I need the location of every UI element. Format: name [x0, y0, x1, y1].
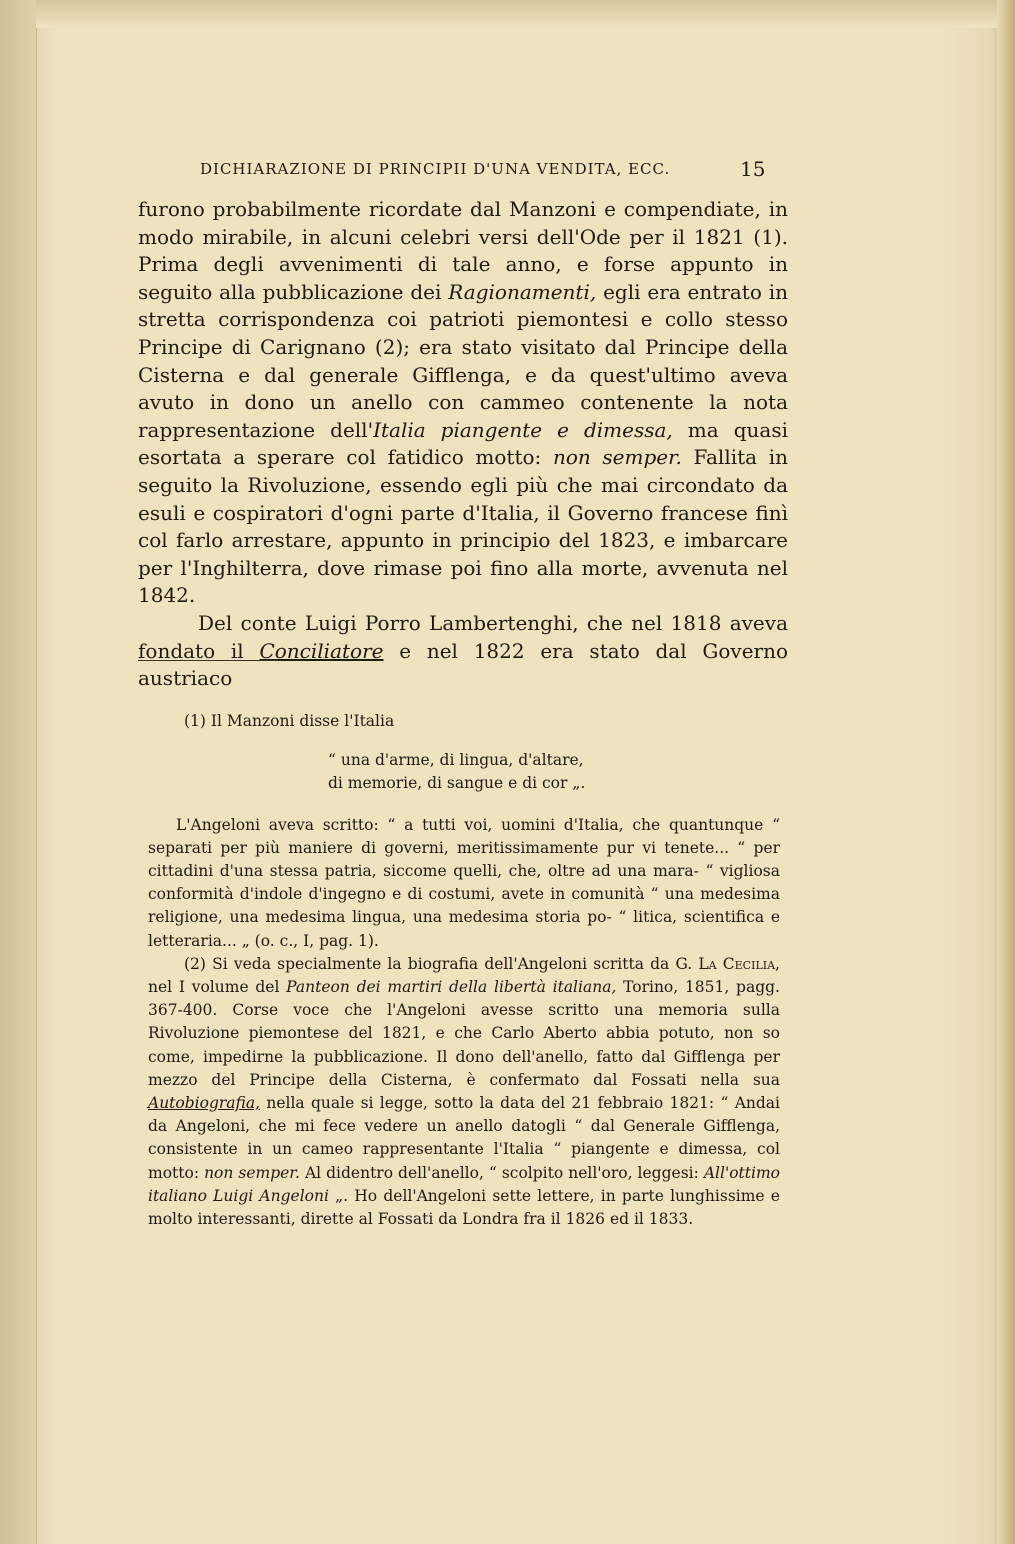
paragraph-1: furono probabilmente ricordate dal Manzoni e compendiate, in modo mirabile, in alcuni celebri versi dell'Ode per il 1821 (1). Prima degli avvenimenti di tale anno, e forse appunto in seguito alla pubblicazione dei Ragionamenti, egli era entrato in stretta corrispondenza coi patrioti piemontesi e collo stesso Principe di Carignano (2); era stato visitato dal Principe della Cisterna e dal generale Gifflenga, e da quest'ultimo aveva avuto in dono un anello con cammeo contenente la nota rappresentazione dell'Italia piangente e dimessa, ma quasi esortata a sperare col fatidico motto: non semper. Fallita in seguito la Rivoluzione, essendo egli più che mai circondato da esuli e cospiratori d'ogni parte d'Italia, il Governo francese finì col farlo arrestare, appunto in principio del 1823, e imbarcare per l'Inghilterra, dove rimase poi fino alla morte, avvenuta nel 1842.: [138, 197, 789, 608]
motto-non-semper-2: non semper.: [204, 1163, 300, 1182]
verse-line-2: di memorie, di sangue e di cor „.: [328, 774, 586, 793]
title-conciliatore: Conciliatore: [259, 638, 384, 663]
footnote-2: (2) Si veda specialmente la biografia dell'Angeloni scritta da G. La Cecilia, nel I volume del Panteon dei martiri della libertà italiana, Torino, 1851, pagg. 367-400. Corse voce che l'Angeloni avesse scritto una memoria sulla Rivoluzione piemontese del 1821, e che Carlo Aberto abbia potuto, non so come, impedirne la pubblicazione. Il dono dell'anello, fatto dal Gifflenga per mezzo del Principe della Cisterna, è confermato dal Fossati nella sua Autobiografia, nella quale si legge, sotto la data del 21 febbraio 1821: “ Andai da Angeloni, che mi fece vedere un anello datogli “ dal Generale Gifflenga, consistente in un cameo rappresentante l'Italia “ piangente e dimessa, col motto: non semper. Al didentro dell'anello, “ scolpito nell'oro, leggesi: All'ottimo italiano Luigi Angeloni „. Ho dell'Angeloni sette lettere, in parte lunghissime e molto interessanti, dirette al Fossati da Londra fra il 1826 ed il 1833.: [148, 954, 781, 1229]
footnote-1-verse: [328, 749, 780, 795]
inscription: All'ottimo italiano Luigi Angeloni: [148, 1163, 781, 1205]
title-autobiografia: Autobiografia,: [148, 1094, 261, 1113]
title-ragionamenti: Ragionamenti,: [448, 279, 597, 304]
phrase-italia-piangente: Italia piangente e dimessa,: [373, 417, 673, 442]
running-header: DICHIARAZIONE DI PRINCIPII D'UNA VENDITA, ECC.: [200, 160, 671, 178]
title-panteon: Panteon dei martiri della libertà italiana,: [286, 978, 617, 997]
paragraph-2: Del conte Luigi Porro Lambertenghi, che nel 1818 aveva fondato il Conciliatore e nel 1822 era stato dal Governo austriaco: [138, 610, 789, 691]
motto-non-semper: non semper.: [552, 445, 682, 470]
footnote-separator: [138, 660, 278, 661]
footnote-1-quote: L'Angeloni aveva scritto: “ a tutti voi, uomini d'Italia, che quantunque “ separati per più maniere di governi, meritissimamente pur vi tenete... “ per cittadini d'una stessa patria, siccome quelli, che, oltre ad una mara- “ vigliosa conformità d'indole d'ingegno e di costumi, avete in comunità “ una medesima religione, una medesima lingua, una medesima storia po- “ litica, scientifica e letteraria... „ (o. c., I, pag. 1).: [148, 815, 780, 950]
page-number: 15: [740, 157, 766, 181]
footnotes: [148, 710, 780, 1231]
main-text: [138, 196, 788, 693]
footnote-1-intro: (1) Il Manzoni disse l'Italia: [184, 712, 395, 730]
verse-line-1: “ una d'arme, di lingua, d'altare,: [328, 751, 584, 770]
author-la-cecilia: La Cecilia: [698, 954, 776, 973]
